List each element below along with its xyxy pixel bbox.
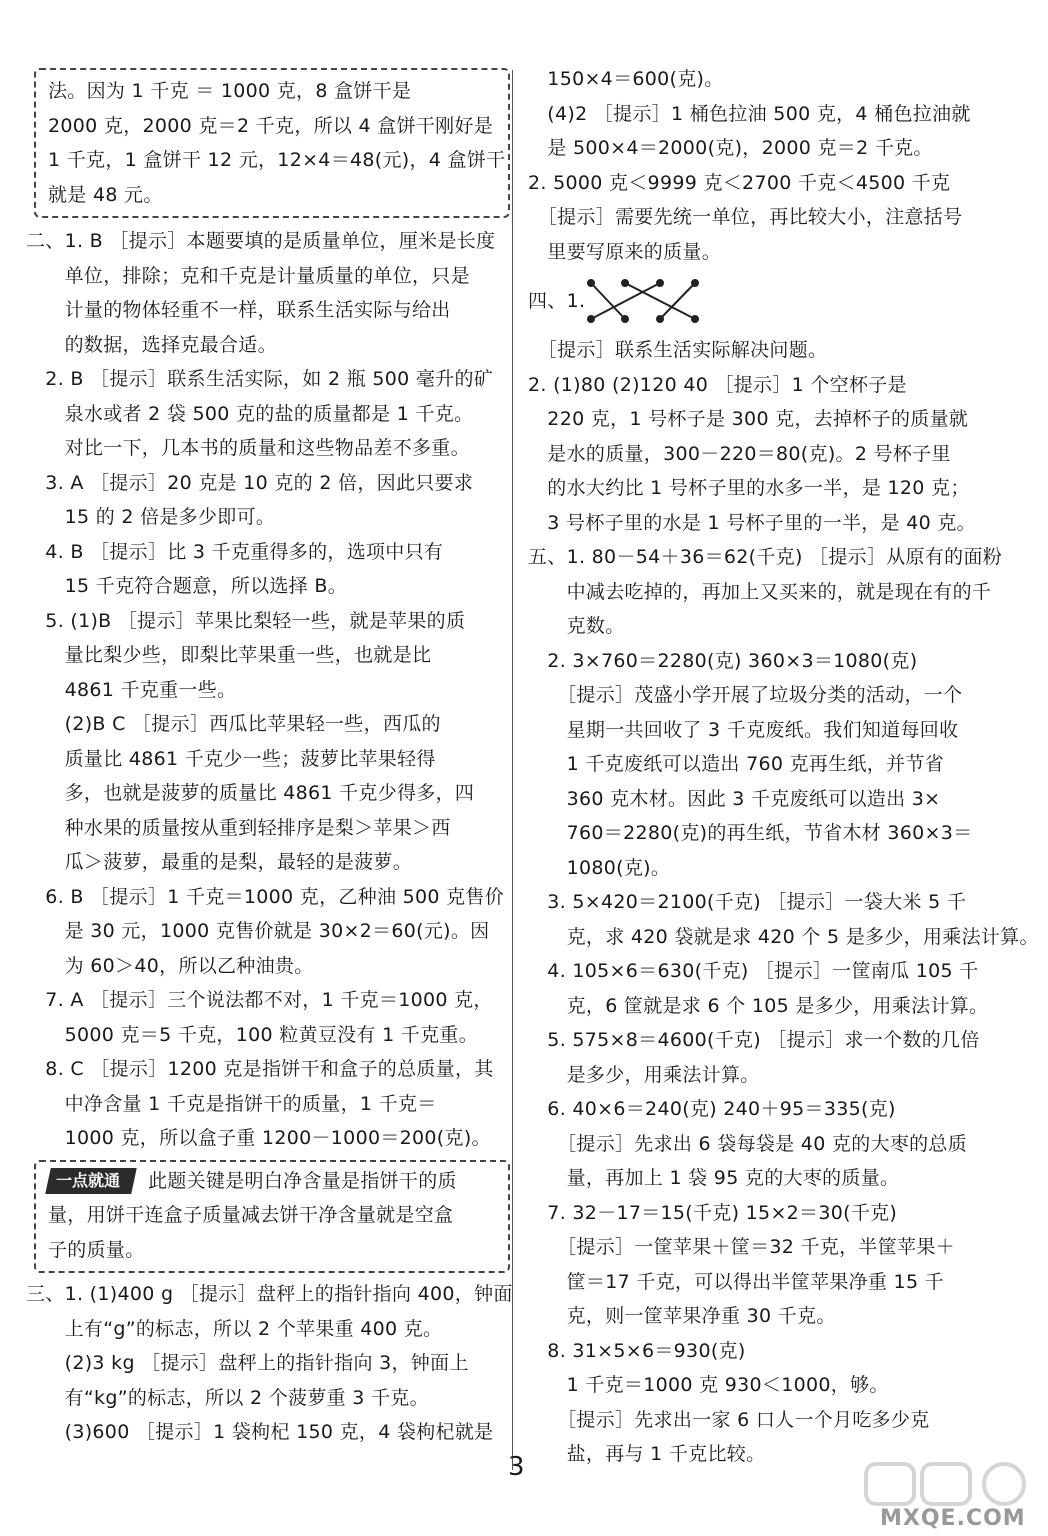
answer-line: 盐，再与 1 千克比较。 <box>528 1443 766 1465</box>
match-dot <box>622 280 628 286</box>
answer-line: 的数据，选择克最合适。 <box>26 333 277 356</box>
match-dot <box>588 316 594 322</box>
match-dot <box>692 316 698 322</box>
answer-line: ［提示］先求出 6 袋每袋是 40 克的大枣的总质 <box>528 1132 968 1155</box>
matching-diagram-row <box>528 269 998 333</box>
answer-line: 三、1. (1)400 g ［提示］盘秤上的指针指向 400，钟面 <box>26 1283 513 1305</box>
right-column <box>528 62 1039 1472</box>
answer-line: ［提示］先求出一家 6 口人一个月吃多少克 <box>528 1408 930 1431</box>
answer-line: 4. 105×6＝630(千克) ［提示］一筐南瓜 105 千 <box>528 960 979 982</box>
answer-line: 8. C ［提示］1200 克是指饼干和盒子的总质量，其 <box>26 1058 494 1080</box>
continued-answer-box <box>34 68 510 218</box>
answer-line: 是水的质量，300－220＝80(克)。2 号杯子里 <box>528 442 951 465</box>
match-line <box>591 283 625 319</box>
answer-line: 对比一下，几本书的质量和这些物品差不多重。 <box>26 437 470 459</box>
answer-line: 1000 克，所以盒子重 1200－1000＝200(克)。 <box>26 1127 491 1149</box>
answer-line: 中减去吃掉的，再加上又买来的，就是现在有的千 <box>528 580 992 603</box>
tip-box <box>34 1160 510 1274</box>
answer-line: 5000 克＝5 千克，100 粒黄豆没有 1 千克重。 <box>26 1023 478 1046</box>
match-dot <box>622 316 628 322</box>
answer-line: 量比梨少些，即梨比苹果重一些，也就是比 <box>26 644 432 666</box>
match-dot <box>588 280 594 286</box>
answer-line: 760＝2280(克)的再生纸，节省木材 360×3＝ <box>528 822 973 844</box>
answer-line: 是多少，用乘法计算。 <box>528 1063 760 1086</box>
answer-line: 1 千克＝1000 克 930＜1000，够。 <box>528 1374 889 1396</box>
answer-line: 2. 5000 克＜9999 克＜2700 千克＜4500 千克 <box>528 171 951 194</box>
section-two-answers <box>26 224 504 1156</box>
tip-text-line: 此题关键是明白净含量是指饼干的质 <box>148 1169 457 1192</box>
answer-line: 1080(克)。 <box>528 856 671 879</box>
answer-line: 2000 克，2000 克＝2 千克，所以 4 盒饼干刚好是 <box>48 114 494 137</box>
answer-line: 5. 575×8＝4600(千克) ［提示］求一个数的几倍 <box>528 1029 980 1051</box>
answer-line: 2. B ［提示］联系生活实际，如 2 瓶 500 毫升的矿 <box>26 368 494 390</box>
answer-line: 五、1. 80－54＋36＝62(千克) ［提示］从原有的面粉 <box>528 546 1003 568</box>
match-line <box>625 283 695 319</box>
answer-line: 15 的 2 倍是多少即可。 <box>26 506 276 528</box>
answer-line: 种水果的质量按从重到轻排序是梨＞苹果＞西 <box>26 816 451 839</box>
answer-line: (3)600 ［提示］1 袋枸杞 150 克，4 袋枸杞就是 <box>26 1421 494 1443</box>
answer-line: 克数。 <box>528 615 625 637</box>
tip-text-line: 量，用饼干连盒子质量减去饼干净含量就是空盒 <box>48 1204 454 1226</box>
watermark-text: MXQE.COM <box>880 1506 1026 1531</box>
answer-line: 8. 31×5×6＝930(克) <box>528 1339 746 1362</box>
answer-line: 5. (1)B ［提示］苹果比梨轻一些，就是苹果的质 <box>26 609 466 632</box>
answer-line: 3. 5×420＝2100(千克) ［提示］一袋大米 5 千 <box>528 891 967 913</box>
match-dot <box>692 280 698 286</box>
answer-line: 6. B ［提示］1 千克＝1000 克，乙种油 500 克售价 <box>26 885 505 908</box>
section-three-answers <box>26 1277 513 1450</box>
answer-line: 中净含量 1 千克是指饼干的质量，1 千克＝ <box>26 1092 437 1115</box>
answer-line: 15 千克符合题意，所以选择 B。 <box>26 575 347 597</box>
answer-line: 多，也就是菠萝的质量比 4861 千克少得多，四 <box>26 782 475 804</box>
answer-line: 7. 32－17＝15(千克) 15×2＝30(千克) <box>528 1201 898 1224</box>
answer-line: (2)B C ［提示］西瓜比苹果轻一些，西瓜的 <box>26 713 441 735</box>
answer-line: ［提示］联系生活实际解决问题。 <box>528 339 828 361</box>
column-divider <box>512 70 513 1470</box>
answer-line: 二、1. B ［提示］本题要填的是质量单位，厘米是长度 <box>26 230 496 252</box>
answer-line: 单位，排除；克和千克是计量质量的单位，只是 <box>26 264 470 287</box>
answer-line: 质量比 4861 千克少一些；菠萝比苹果轻得 <box>26 747 436 770</box>
page-number: 3 <box>508 1452 525 1482</box>
answer-line: 2. 3×760＝2280(克) 360×3＝1080(克) <box>528 649 918 672</box>
answer-line: 筐＝17 千克，可以得出半筐苹果净重 15 千 <box>528 1270 944 1293</box>
left-column <box>26 62 513 1450</box>
match-line <box>660 283 695 319</box>
answer-line: 为 60＞40，所以乙种油贵。 <box>26 954 314 977</box>
answer-line: 1 千克废纸可以造出 760 克再生纸，并节省 <box>528 753 944 775</box>
answer-line: ［提示］需要先统一单位，再比较大小，注意括号 <box>528 206 963 228</box>
tip-text-line: 子的质量。 <box>48 1238 145 1261</box>
tip-badge: 一点就通 <box>45 1168 137 1194</box>
answer-line: ［提示］一筐苹果＋筐＝32 千克，半筐苹果＋ <box>528 1236 955 1258</box>
matching-lines-diagram <box>585 273 705 329</box>
answer-line: 220 克，1 号杯子是 300 克，去掉杯子的质量就 <box>528 408 969 430</box>
answer-line: 150×4＝600(克)。 <box>528 68 724 90</box>
answer-line: 4. B ［提示］比 3 千克重得多的，选项中只有 <box>26 540 444 563</box>
match-dot <box>657 316 663 322</box>
answer-line: 1 千克，1 盒饼干 12 元，12×4＝48(元)，4 盒饼干 <box>48 149 506 171</box>
answer-line: 4861 千克重一些。 <box>26 678 237 701</box>
answer-line: 克，求 420 袋就是求 420 个 5 是多少，用乘法计算。 <box>528 925 1039 948</box>
answer-line: 3 号杯子里的水是 1 号杯子里的一半，是 40 克。 <box>528 511 976 534</box>
section-four-five-answers <box>528 333 1039 1472</box>
answer-line: ［提示］茂盛小学开展了垃圾分类的活动，一个 <box>528 684 963 706</box>
answer-line: 计量的物体轻重不一样，联系生活实际与给出 <box>26 299 451 321</box>
answer-line: 泉水或者 2 袋 500 克的盐的质量都是 1 千克。 <box>26 402 474 425</box>
answer-line: 克，则一筐苹果净重 30 千克。 <box>528 1305 836 1327</box>
answer-line: (2)3 kg ［提示］盘秤上的指针指向 3，钟面上 <box>26 1352 469 1374</box>
match-dot <box>657 280 663 286</box>
answer-line: 克，6 筐就是求 6 个 105 是多少，用乘法计算。 <box>528 994 989 1017</box>
answer-line: 的水大约比 1 号杯子里的水多一半，是 120 克； <box>528 477 970 499</box>
answer-line: 6. 40×6＝240(克) 240＋95＝335(克) <box>528 1098 896 1120</box>
answer-line: 是 500×4＝2000(克)，2000 克＝2 千克。 <box>528 137 933 159</box>
answer-line: 量，再加上 1 袋 95 克的大枣的质量。 <box>528 1167 900 1189</box>
answer-line: 里要写原来的质量。 <box>528 240 722 263</box>
answer-line: 3. A ［提示］20 克是 10 克的 2 倍，因此只要求 <box>26 471 474 494</box>
section-four-label: 四、1. <box>528 289 586 312</box>
answer-line: 星期一共回收了 3 千克废纸。我们知道每回收 <box>528 718 959 741</box>
answer-line: 是 30 元，1000 克售价就是 30×2＝60(元)。因 <box>26 920 490 942</box>
answer-line: 7. A ［提示］三个说法都不对，1 千克＝1000 克， <box>26 989 493 1011</box>
answer-line: 就是 48 元。 <box>48 183 163 206</box>
answer-line: 上有“g”的标志，所以 2 个苹果重 400 克。 <box>26 1317 443 1340</box>
answer-line: 瓜＞菠萝，最重的是梨，最轻的是菠萝。 <box>26 851 413 873</box>
answer-line: 有“kg”的标志，所以 2 个菠萝重 3 千克。 <box>26 1386 429 1409</box>
answer-line: 2. (1)80 (2)120 40 ［提示］1 个空杯子是 <box>528 373 907 396</box>
answer-line: (4)2 ［提示］1 桶色拉油 500 克，4 桶色拉油就 <box>528 102 971 125</box>
match-line <box>591 283 660 319</box>
answer-line: 法。因为 1 千克 ＝ 1000 克，8 盒饼干是 <box>48 80 412 102</box>
section-three-continued <box>528 62 998 269</box>
answer-line: 360 克木材。因此 3 千克废纸可以造出 3× <box>528 787 941 810</box>
